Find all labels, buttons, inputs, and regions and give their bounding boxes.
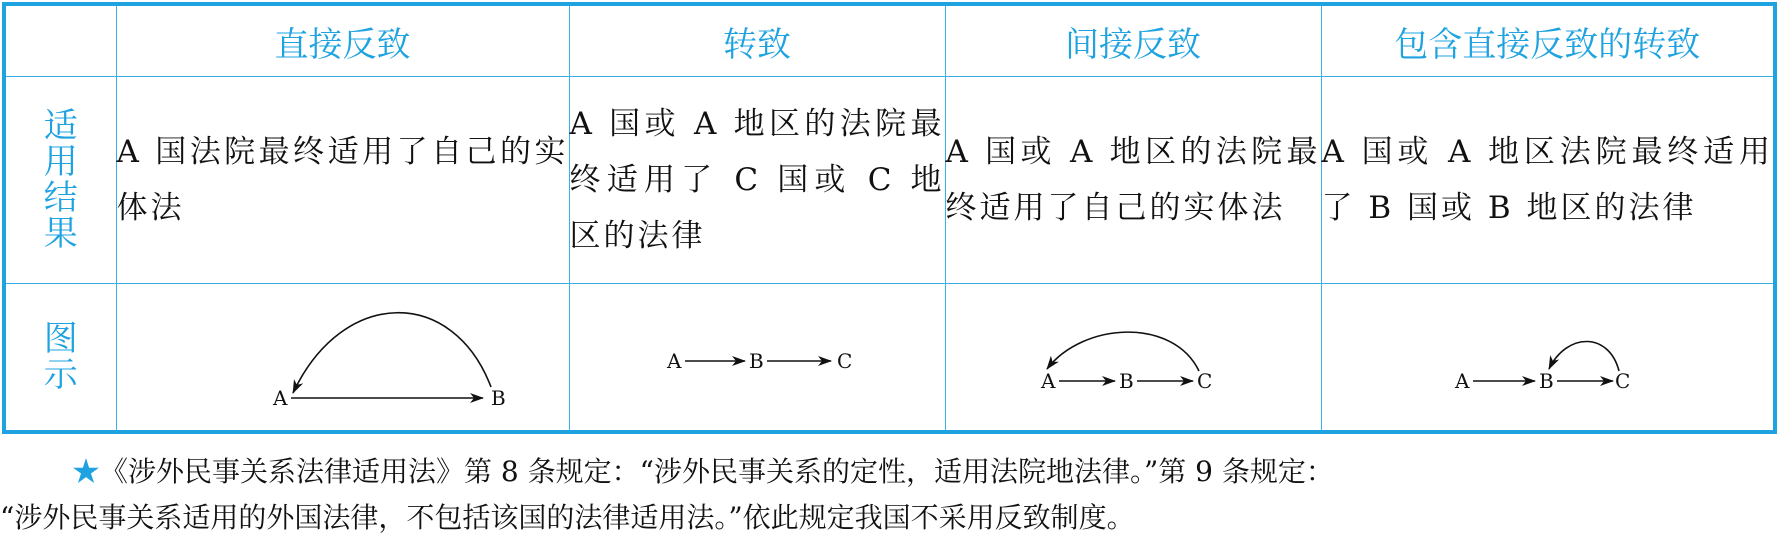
- direct-renvoi-diagram: [193, 297, 506, 417]
- header-direct-renvoi: 直接反致: [116, 4, 569, 77]
- node-c: C: [837, 348, 853, 373]
- header-transmission: 转致: [569, 4, 945, 77]
- result-indirect-renvoi: A 国或 A 地区的法院最终适用了自己的实体法: [945, 77, 1321, 283]
- header-row: [4, 4, 1775, 77]
- corner-cell: [4, 4, 116, 77]
- transmission-with-direct-renvoi-diagram: [1437, 297, 1657, 417]
- arrow-c-back-to-b: [1549, 341, 1619, 371]
- node-a: A: [1455, 368, 1470, 393]
- node-a: A: [272, 385, 287, 410]
- node-b: B: [490, 385, 506, 410]
- node-a: A: [667, 348, 682, 373]
- transmission-diagram: [647, 297, 867, 417]
- node-c: C: [1197, 368, 1213, 393]
- indirect-renvoi-diagram: [1023, 297, 1243, 417]
- diagram-direct-renvoi: [116, 283, 569, 432]
- diagram-transmission: [569, 283, 945, 432]
- row-label-result: 适 用 结 果: [4, 77, 116, 283]
- diagram-transmission-with-direct-renvoi: [1321, 283, 1775, 432]
- node-b: B: [1539, 368, 1554, 393]
- note-text-1: 《涉外民事关系法律适用法》第 8 条规定：“涉外民事关系的定性，适用法院地法律。”第 9 条规定：: [100, 455, 1334, 488]
- header-indirect-renvoi: 间接反致: [945, 4, 1321, 77]
- result-transmission-with-direct-renvoi: A 国或 A 地区法院最终适用了 B 国或 B 地区的法律: [1321, 77, 1775, 283]
- result-transmission: A 国或 A 地区的法院最终适用了 C 国或 C 地区的法律: [569, 77, 945, 283]
- node-a: A: [1041, 368, 1056, 393]
- row-label-diagram: 图 示: [4, 283, 116, 432]
- node-c: C: [1615, 368, 1631, 393]
- star-icon: ★: [72, 455, 101, 488]
- header-transmission-with-direct-renvoi: 包含直接反致的转致: [1321, 4, 1775, 77]
- node-b: B: [1119, 368, 1134, 393]
- note-line-1: [0, 450, 1776, 494]
- diagram-indirect-renvoi: [945, 283, 1321, 432]
- renvoi-comparison-table: [2, 2, 1777, 434]
- arrow-b-back-to-a: [293, 313, 491, 393]
- node-b: B: [749, 348, 764, 373]
- result-direct-renvoi: A 国法院最终适用了自己的实体法: [116, 77, 569, 283]
- note-line-2: “涉外民事关系适用的外国法律，不包括该国的法律适用法。”依此规定我国不采用反致制度。: [0, 501, 1135, 534]
- arrow-c-back-to-a: [1047, 332, 1199, 371]
- result-row: [4, 77, 1775, 283]
- diagram-row: [4, 283, 1775, 432]
